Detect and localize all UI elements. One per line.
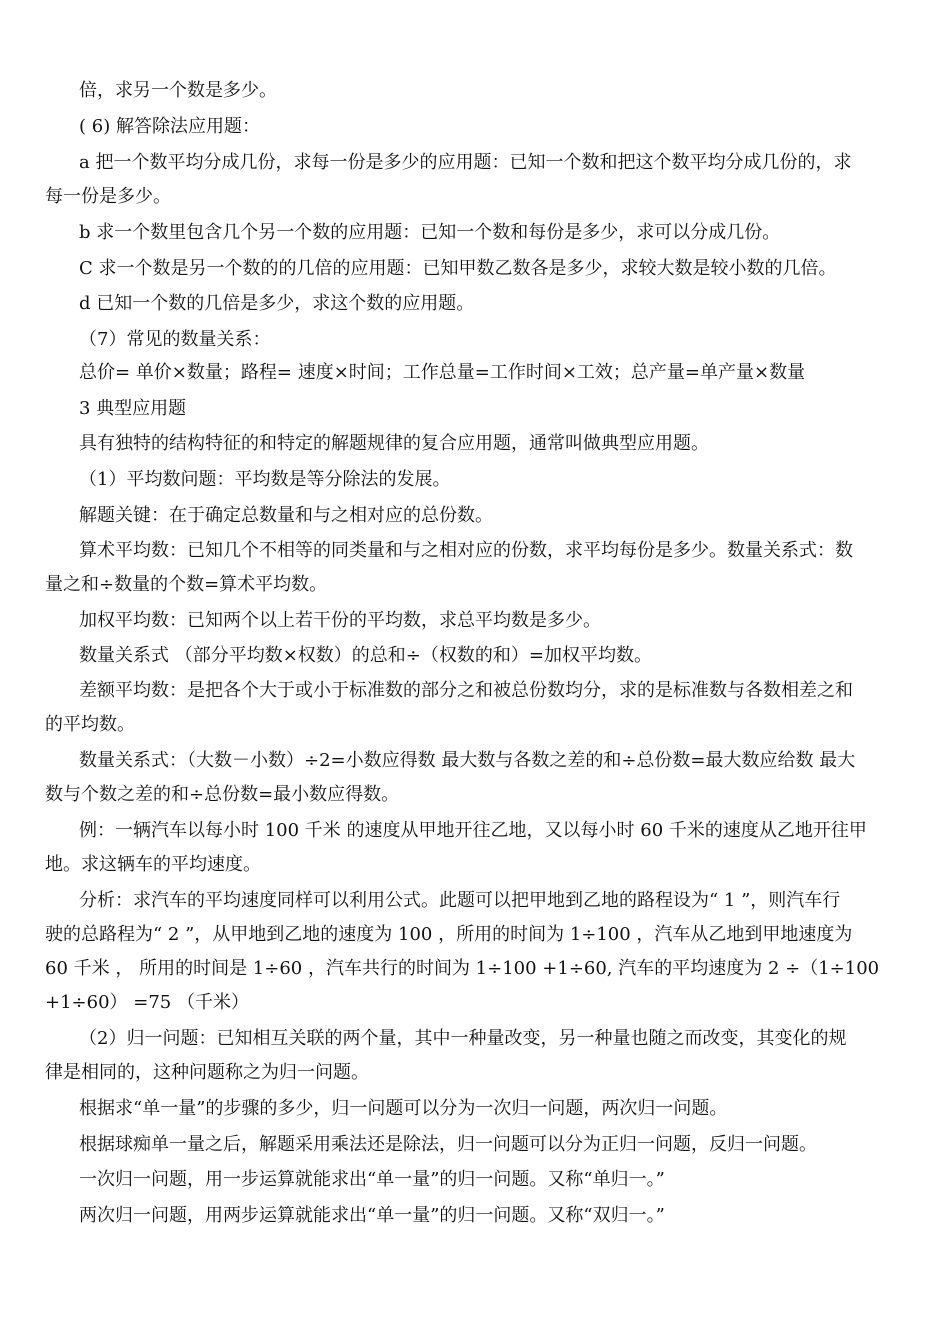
text-line: 数量关系式：（大数－小数）÷2=小数应得数 最大数与各数之差的和÷总份数=最大数应给数 最大 [79,750,856,771]
text-line: 例：一辆汽车以每小时 100 千米 的速度从甲地开往乙地，又以每小时 60 千米的速度从乙地开往甲 [79,820,867,841]
text-line: 驶的总路程为“ 2 ”，从甲地到乙地的速度为 100 ，所用的时间为 1÷100 ，汽车从乙地到甲地速度为 [45,924,853,945]
text-line: a 把一个数平均分成几份，求每一份是多少的应用题：已知一个数和把这个数平均分成几份的，求 [79,152,852,173]
text-line: 根据球痴单一量之后，解题采用乘法还是除法，归一问题可以分为正归一问题，反归一问题。 [79,1134,817,1155]
text-line: 具有独特的结构特征的和特定的解题规律的复合应用题，通常叫做典型应用题。 [79,433,709,454]
text-line: 根据求“单一量”的步骤的多少，归一问题可以分为一次归一问题，两次归一问题。 [79,1098,728,1119]
text-line: 差额平均数：是把各个大于或小于标准数的部分之和被总份数均分，求的是标准数与各数相差之和 [79,680,853,701]
text-line: 每一份是多少。 [45,186,171,207]
text-line: 总价= 单价×数量；路程= 速度×时间；工作总量=工作时间×工效；总产量=单产量×数量 [79,362,806,383]
text-line: （1）平均数问题：平均数是等分除法的发展。 [79,469,451,490]
text-line: 3 典型应用题 [79,398,187,419]
text-line: ( 6) 解答除法应用题： [79,116,260,137]
text-line: 解题关键：在于确定总数量和与之相对应的总份数。 [79,505,493,526]
text-line: C 求一个数是另一个数的的几倍的应用题：已知甲数乙数各是多少，求较大数是较小数的几倍。 [79,258,837,279]
text-line: d 已知一个数的几倍是多少，求这个数的应用题。 [79,293,475,314]
text-line: （2）归一问题：已知相互关联的两个量，其中一种量改变，另一种量也随之而改变，其变化的规 [79,1028,847,1049]
text-line: 数与个数之差的和÷总份数=最小数应得数。 [45,784,400,805]
text-line: 律是相同的，这种问题称之为归一问题。 [45,1062,369,1083]
text-line: 分析：求汽车的平均速度同样可以利用公式。此题可以把甲地到乙地的路程设为“ 1 ”，则汽车行 [79,890,841,911]
text-line: 60 千米 ， 所用的时间是 1÷60 ，汽车共行的时间为 1÷100 +1÷60, 汽车的平均速度为 2 ÷（1÷100 [45,958,880,979]
text-line: 加权平均数：已知两个以上若干份的平均数，求总平均数是多少。 [79,610,601,631]
text-line: 倍，求另一个数是多少。 [79,80,277,101]
text-line: 量之和÷数量的个数=算术平均数。 [45,574,328,595]
text-line: 两次归一问题，用两步运算就能求出“单一量”的归一问题。又称“双归一。” [79,1205,665,1226]
text-line: 的平均数。 [45,714,135,735]
text-line: +1÷60） =75 （千米） [45,992,249,1013]
text-line: 算术平均数：已知几个不相等的同类量和与之相对应的份数，求平均每份是多少。数量关系式：数 [79,540,853,561]
text-line: 地。求这辆车的平均速度。 [45,854,261,875]
text-line: 数量关系式 （部分平均数×权数）的总和÷（权数的和）=加权平均数。 [79,645,652,666]
text-line: b 求一个数里包含几个另一个数的应用题：已知一个数和每份是多少，求可以分成几份。 [79,222,781,243]
text-line: 一次归一问题，用一步运算就能求出“单一量”的归一问题。又称“单归一。” [79,1169,665,1190]
text-line: （7）常见的数量关系： [79,329,271,350]
